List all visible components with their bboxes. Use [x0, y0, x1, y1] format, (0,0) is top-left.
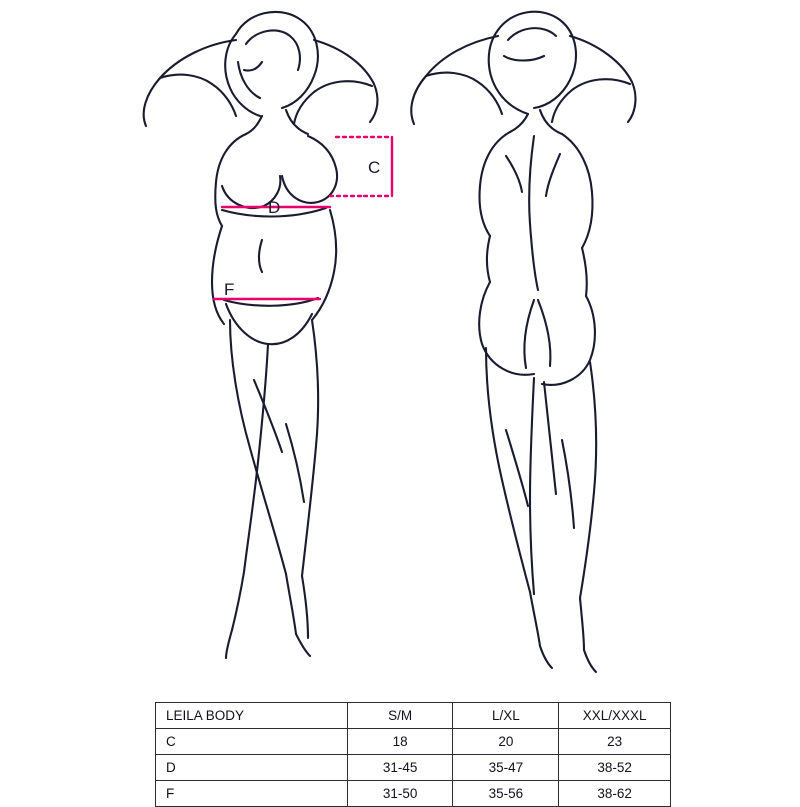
cell-d-lxl: 35-47 [453, 755, 559, 781]
cell-f-xxlxxxl: 38-62 [559, 781, 671, 807]
table-header-product: LEILA BODY [156, 703, 348, 729]
table-row [156, 781, 671, 807]
table-row [156, 755, 671, 781]
table-row [156, 729, 671, 755]
cell-c-sm: 18 [347, 729, 452, 755]
row-label-c: C [156, 729, 348, 755]
table-header-row [156, 703, 671, 729]
measure-label-f: F [224, 280, 235, 299]
cell-f-lxl: 35-56 [453, 781, 559, 807]
table-header-lxl: L/XL [453, 703, 559, 729]
table-header-xxlxxxl: XXL/XXXL [559, 703, 671, 729]
front-view-body-outline [144, 12, 381, 658]
measure-label-d: D [268, 198, 281, 217]
cell-c-lxl: 20 [453, 729, 559, 755]
cell-d-xxlxxxl: 38-52 [559, 755, 671, 781]
row-label-d: D [156, 755, 348, 781]
cell-d-sm: 31-45 [347, 755, 452, 781]
back-view-body-outline [411, 12, 635, 672]
cell-c-xxlxxxl: 23 [559, 729, 671, 755]
size-chart-table [155, 702, 671, 807]
measure-label-c: C [368, 158, 381, 177]
measurement-lines [214, 137, 392, 299]
row-label-f: F [156, 781, 348, 807]
cell-f-sm: 31-50 [347, 781, 452, 807]
table-header-sm: S/M [347, 703, 452, 729]
